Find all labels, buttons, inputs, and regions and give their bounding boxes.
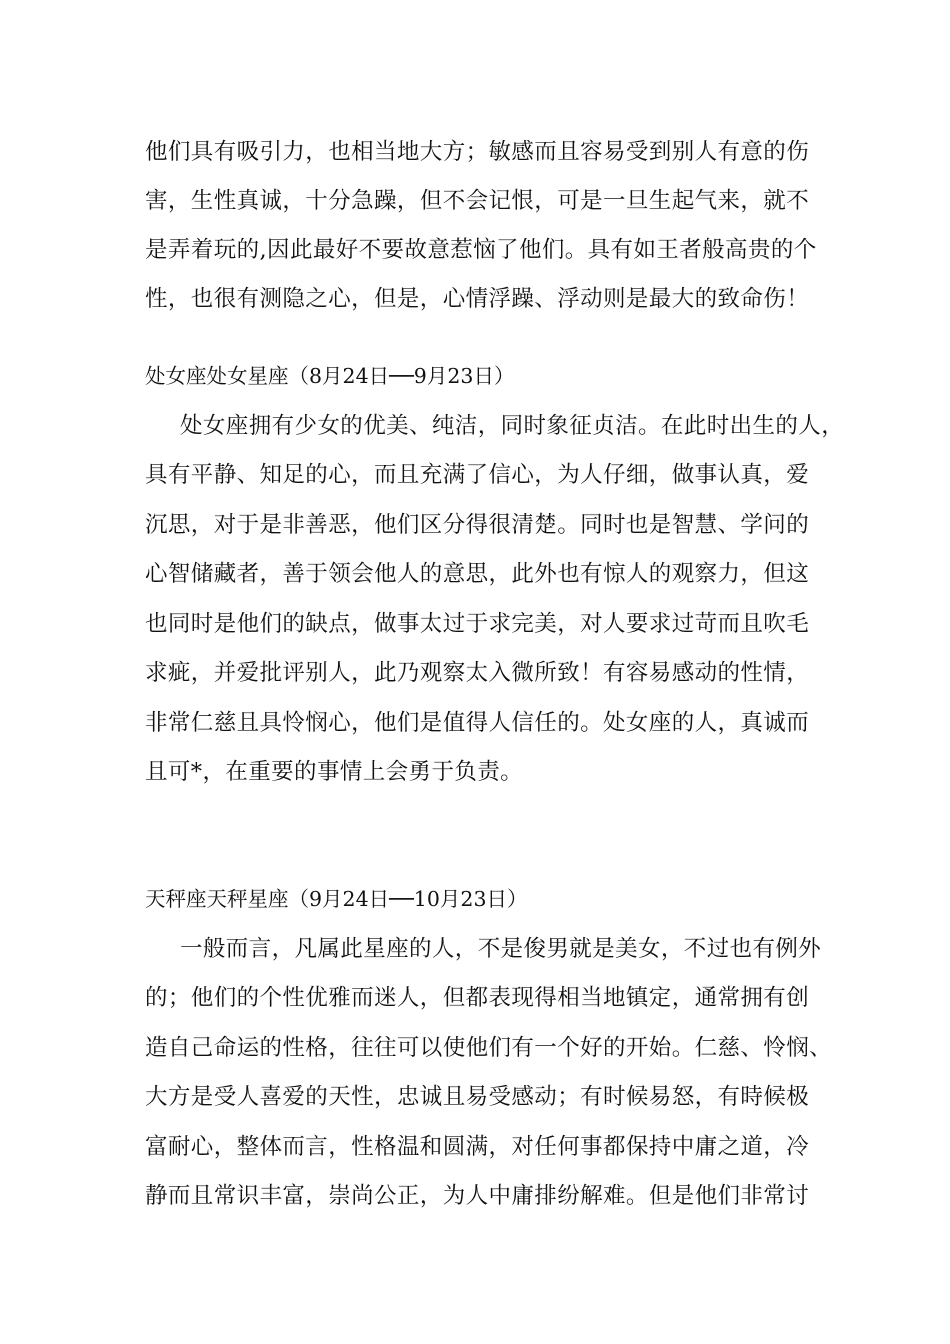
paragraph-line: 是弄着玩的,因此最好不要故意惹恼了他们。具有如王者般高贵的个 <box>145 237 817 263</box>
libra-heading: 天秤座天秤星座（9月24日──10月23日） <box>145 887 528 911</box>
paragraph-line: 富耐心，整体而言，性格温和圆满，对任何事都保持中庸之道，冷 <box>145 1134 810 1160</box>
paragraph-line: 处女座拥有少女的优美、纯洁，同时象征贞洁。在此时出生的人， <box>180 413 845 439</box>
paragraph-line: 他们具有吸引力，也相当地大方；敏感而且容易受到别人有意的伤 <box>145 139 810 165</box>
virgo-heading: 处女座处女星座（8月24日──9月23日） <box>145 364 515 388</box>
paragraph-line: 害，生性真诚，十分急躁，但不会记恨，可是一旦生起气来，就不 <box>145 188 810 214</box>
paragraph-line: 心智储藏者，善于领会他人的意思，此外也有惊人的观察力，但这 <box>145 561 810 587</box>
paragraph-line: 具有平静、知足的心，而且充满了信心，为人仔细，做事认真，爱 <box>145 462 810 488</box>
paragraph-line: 的；他们的个性优雅而迷人，但都表现得相当地镇定，通常拥有创 <box>145 985 810 1011</box>
paragraph-line: 求疵，并爱批评别人，此乃观察太入微所致！有容易感动的性情， <box>145 660 810 686</box>
paragraph-line: 非常仁慈且具怜悯心，他们是值得人信任的。处女座的人，真诚而 <box>145 710 810 736</box>
paragraph-line: 性，也很有测隐之心，但是，心情浮躁、浮动则是最大的致命伤！ <box>145 286 810 312</box>
paragraph-line: 大方是受人喜爱的天性，忠诚且易受感动；有时候易怒，有時候极 <box>145 1084 810 1110</box>
paragraph-line: 且可*，在重要的事情上会勇于负责。 <box>145 759 524 785</box>
paragraph-line: 沉思，对于是非善恶，他们区分得很清楚。同时也是智慧、学问的 <box>145 512 810 538</box>
paragraph-line: 也同时是他们的缺点，做事太过于求完美，对人要求过苛而且吹毛 <box>145 611 810 637</box>
paragraph-line: 静而且常识丰富，崇尚公正，为人中庸排纷解难。但是他们非常讨 <box>145 1183 810 1209</box>
paragraph-line: 造自己命运的性格，往往可以使他们有一个好的开始。仁慈、怜悯、 <box>145 1035 833 1061</box>
paragraph-line: 一般而言，凡属此星座的人，不是俊男就是美女，不过也有例外 <box>180 936 822 962</box>
